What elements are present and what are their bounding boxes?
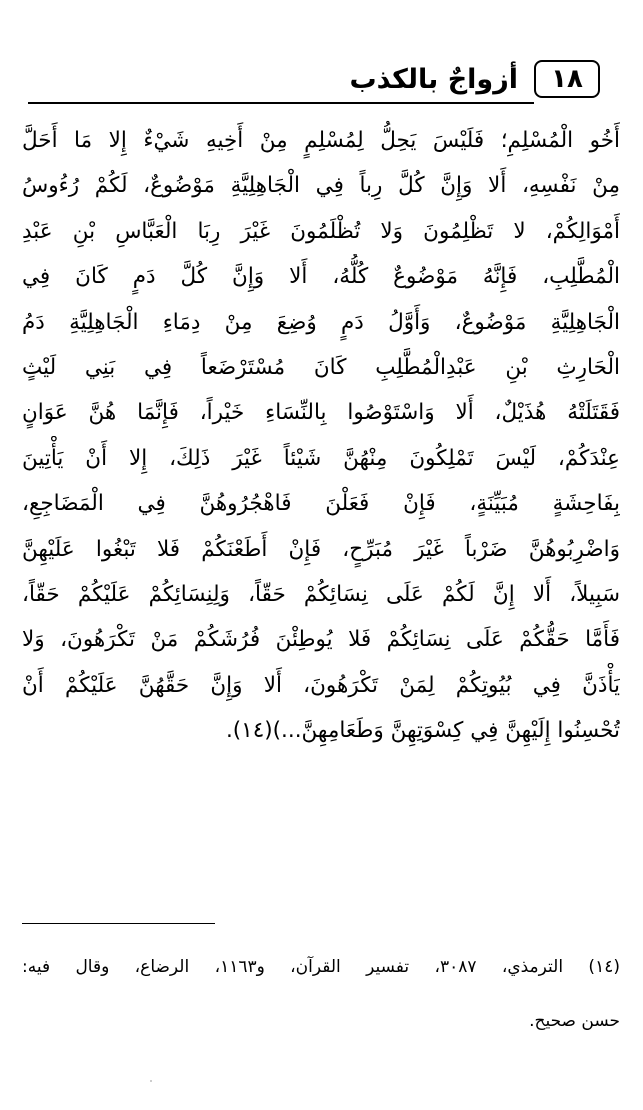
- text-line: وَاضْرِبُوهُنَّ ضَرْباً غَيْرَ مُبَرِّحٍ، فَإِنْ أَطَعْنَكُمْ فَلا تَبْغُوا عَلَيْهِنَّ: [22, 536, 620, 562]
- page-header: [28, 58, 614, 106]
- text-line: الْجَاهِلِيَّةِ مَوْضُوعٌ، وَأَوَّلُ دَمٍ وُضِعَ مِنْ دِمَاءِ الْجَاهِلِيَّةِ دَمُ: [22, 309, 620, 335]
- text-line: الْحَارِثِ بْنِ عَبْدِالْمُطَّلِبِ كَانَ مُسْتَرْضَعاً فِي بَنِي لَيْثٍ: [22, 354, 620, 380]
- text-line: بِفَاحِشَةٍ مُبَيِّنَةٍ، فَإِنْ فَعَلْنَ فَاهْجُرُوهُنَّ فِي الْمَضَاجِعِ،: [22, 491, 620, 517]
- text-line: سَبِيلاً، أَلا إِنَّ لَكُمْ عَلَى نِسَائِكُمْ حَقّاً، وَلِنِسَائِكُمْ عَلَيْكُمْ حَقّاً،: [22, 581, 620, 607]
- text-line: عِنْدَكُمْ، لَيْسَ تَمْلِكُونَ مِنْهُنَّ شَيْئاً غَيْرَ ذَلِكَ، إِلا أَنْ يَأْتِينَ: [22, 445, 620, 471]
- hadith-text: [22, 118, 620, 753]
- text-line: أَمْوَالِكُمْ، لا تَظْلِمُونَ وَلا تُظْلَمُونَ غَيْرَ رِبَا الْعَبَّاسِ بْنِ عَبْدِ: [22, 218, 620, 244]
- page-number: ١٨: [534, 60, 600, 98]
- footnote-separator: [22, 923, 215, 924]
- text-line: فَقَتَلَتْهُ هُذَيْلٌ، أَلا وَاسْتَوْصُوا بِالنِّسَاءِ خَيْراً، فَإِنَّمَا هُنَّ عَوَانٍ: [22, 400, 620, 426]
- text-line: الْمُطَّلِبِ، فَإِنَّهُ مَوْضُوعٌ كُلُّهُ، أَلا وَإِنَّ كُلَّ دَمٍ كَانَ فِي: [22, 264, 620, 290]
- text-line: فَأَمَّا حَقُّكُمْ عَلَى نِسَائِكُمْ فَلا يُوطِئْنَ فُرُشَكُمْ مَنْ تَكْرَهُونَ، وَلا: [22, 627, 620, 653]
- footnote: [22, 940, 620, 1048]
- running-title: أزواجٌ بالكذب: [349, 64, 518, 95]
- text-line: يَأْذَنَّ فِي بُيُوتِكُمْ لِمَنْ تَكْرَهُونَ، أَلا وَإِنَّ حَقَّهُنَّ عَلَيْكُمْ أَنْ: [22, 672, 620, 698]
- text-line: أَخُو الْمُسْلِمِ؛ فَلَيْسَ يَحِلُّ لِمُسْلِمٍ مِنْ أَخِيهِ شَيْءٌ إِلا مَا أَحَلَّ: [22, 128, 620, 153]
- text-line: تُحْسِنُوا إِلَيْهِنَّ فِي كِسْوَتِهِنَّ وَطَعَامِهِنَّ...)(١٤).: [225, 718, 620, 744]
- footnote-line: حسن صحيح.: [529, 1011, 620, 1031]
- footnote-line: (١٤) الترمذي، ٣٠٨٧، تفسير القرآن، و١١٦٣، الرضاع، وقال فيه:: [22, 957, 620, 977]
- header-rule: [28, 102, 534, 104]
- scan-speck: [150, 1080, 152, 1082]
- text-line: مِنْ نَفْسِهِ، أَلا وَإِنَّ كُلَّ رِباً فِي الْجَاهِلِيَّةِ مَوْضُوعٌ، لَكُمْ رُءُوسُ: [22, 173, 620, 199]
